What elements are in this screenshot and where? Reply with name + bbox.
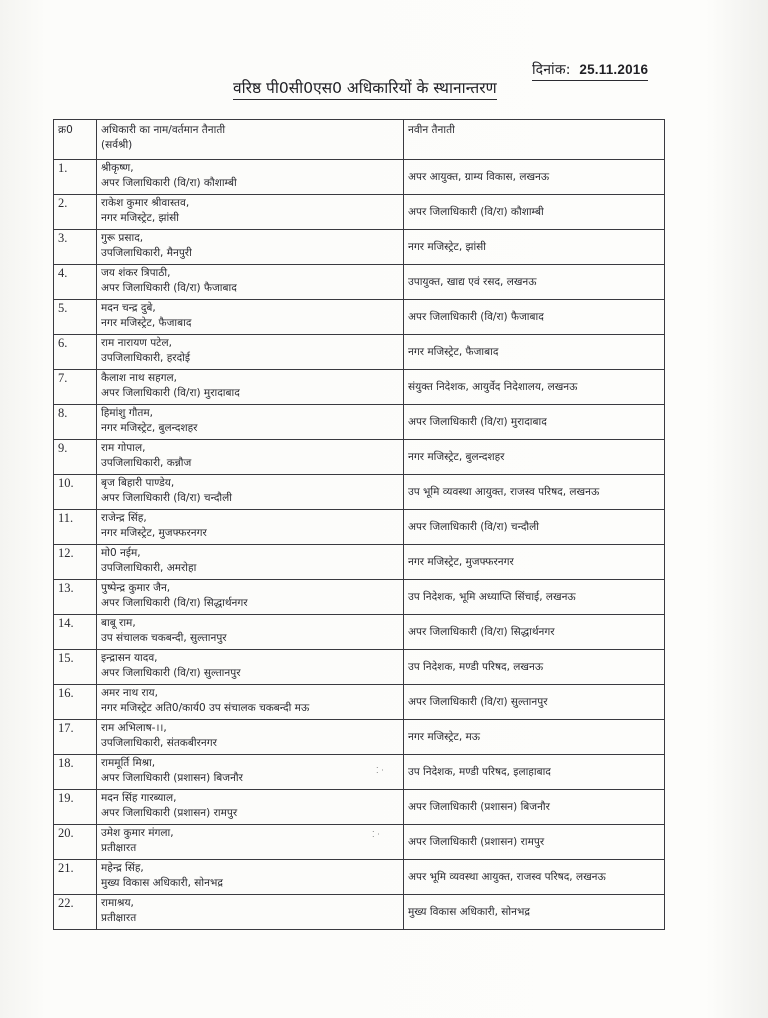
current-posting: नगर मजिस्ट्रेट अति0/कार्य0 उप संचालक चकबन्दी मऊ (101, 702, 310, 714)
serial-number: 1. (54, 160, 97, 195)
current-posting: अपर जिलाधिकारी (प्रशासन) रामपुर (101, 807, 238, 819)
current-posting: प्रतीक्षारत (101, 842, 137, 854)
serial-number: 18. (54, 755, 97, 790)
serial-number: 14. (54, 615, 97, 650)
current-posting: उपजिलाधिकारी, अमरोहा (101, 562, 197, 574)
officer-cell (97, 545, 404, 580)
current-posting: अपर जिलाधिकारी (वि/रा) मुरादाबाद (101, 387, 240, 399)
officer-cell (97, 160, 404, 195)
officer-cell (97, 265, 404, 300)
officer-name: राम अभिलाष-।।, (101, 722, 167, 734)
new-posting: नगर मजिस्ट्रेट, फैजाबाद (404, 335, 665, 370)
officer-name: राकेश कुमार श्रीवास्तव, (101, 197, 190, 209)
document-date (532, 60, 648, 81)
officer-cell (97, 440, 404, 475)
serial-number: 22. (54, 895, 97, 930)
current-posting: प्रतीक्षारत (101, 912, 137, 924)
officer-cell (97, 650, 404, 685)
current-posting: उपजिलाधिकारी, संतकबीरनगर (101, 737, 217, 749)
officer-cell (97, 860, 404, 895)
table-row (54, 370, 665, 405)
officer-name: राम नारायण पटेल, (101, 337, 172, 349)
officer-name: गुरू प्रसाद, (101, 232, 144, 244)
table-row (54, 265, 665, 300)
serial-number: 21. (54, 860, 97, 895)
serial-number: 19. (54, 790, 97, 825)
officer-name: मो0 नईम, (101, 547, 141, 559)
new-posting: उप निदेशक, मण्डी परिषद, इलाहाबाद (404, 755, 665, 790)
table-row (54, 580, 665, 615)
new-posting: संयुक्त निदेशक, आयुर्वेद निदेशालय, लखनऊ (404, 370, 665, 405)
new-posting: अपर भूमि व्यवस्था आयुक्त, राजस्व परिषद, लखनऊ (404, 860, 665, 895)
new-posting: मुख्य विकास अधिकारी, सोनभद्र (404, 895, 665, 930)
scan-speck: ⁚ · (376, 766, 384, 775)
serial-number: 5. (54, 300, 97, 335)
table-row (54, 510, 665, 545)
new-posting: अपर जिलाधिकारी (वि/रा) सुल्तानपुर (404, 685, 665, 720)
serial-number: 7. (54, 370, 97, 405)
officer-name: राम गोपाल, (101, 442, 146, 454)
new-posting: अपर जिलाधिकारी (वि/रा) चन्दौली (404, 510, 665, 545)
officer-cell (97, 685, 404, 720)
header-officer-label: अधिकारी का नाम/वर्तमान तैनाती (101, 124, 226, 136)
current-posting: अपर जिलाधिकारी (वि/रा) कौशाम्बी (101, 177, 237, 189)
officer-cell (97, 720, 404, 755)
officer-name: अमर नाथ राय, (101, 687, 158, 699)
serial-number: 15. (54, 650, 97, 685)
serial-number: 8. (54, 405, 97, 440)
serial-number: 10. (54, 475, 97, 510)
header-serial-number: क्र0 (54, 120, 97, 160)
officer-name: राममूर्ति मिश्रा, (101, 757, 156, 769)
new-posting: अपर आयुक्त, ग्राम्य विकास, लखनऊ (404, 160, 665, 195)
serial-number: 6. (54, 335, 97, 370)
table-row (54, 615, 665, 650)
header-officer-sublabel: (सर्वश्री) (101, 139, 133, 151)
officer-name: हिमांशु गौतम, (101, 407, 154, 419)
current-posting: नगर मजिस्ट्रेट, बुलन्दशहर (101, 422, 198, 434)
table-row (54, 160, 665, 195)
new-posting: उपायुक्त, खाद्य एवं रसद, लखनऊ (404, 265, 665, 300)
officer-name: मदन सिंह गारब्याल, (101, 792, 177, 804)
current-posting: नगर मजिस्ट्रेट, मुजफ्फरनगर (101, 527, 207, 539)
table-row (54, 230, 665, 265)
current-posting: मुख्य विकास अधिकारी, सोनभद्र (101, 877, 223, 889)
table-row (54, 755, 665, 790)
officer-cell (97, 615, 404, 650)
table-row (54, 895, 665, 930)
officer-name: महेन्द्र सिंह, (101, 862, 144, 874)
scan-speck: ⁚ · (372, 830, 380, 839)
new-posting: अपर जिलाधिकारी (प्रशासन) रामपुर (404, 825, 665, 860)
table-row (54, 650, 665, 685)
document-title: वरिष्ठ पी0सी0एस0 अधिकारियों के स्थानान्तरण (233, 76, 497, 100)
new-posting: अपर जिलाधिकारी (प्रशासन) बिजनौर (404, 790, 665, 825)
officer-cell (97, 370, 404, 405)
current-posting: अपर जिलाधिकारी (प्रशासन) बिजनौर (101, 772, 243, 784)
serial-number: 20. (54, 825, 97, 860)
current-posting: अपर जिलाधिकारी (वि/रा) सिद्धार्थनगर (101, 597, 248, 609)
officer-name: रामाश्रय, (101, 897, 134, 909)
officer-name: मदन चन्द्र दुबे, (101, 302, 156, 314)
table-row (54, 825, 665, 860)
date-label: दिनांक: (532, 62, 571, 78)
current-posting: उपजिलाधिकारी, हरदोई (101, 352, 191, 364)
new-posting: नगर मजिस्ट्रेट, बुलन्दशहर (404, 440, 665, 475)
table-row (54, 195, 665, 230)
current-posting: अपर जिलाधिकारी (वि/रा) चन्दौली (101, 492, 232, 504)
officer-cell (97, 475, 404, 510)
table-row (54, 300, 665, 335)
serial-number: 12. (54, 545, 97, 580)
table-row (54, 335, 665, 370)
officer-cell (97, 230, 404, 265)
serial-number: 2. (54, 195, 97, 230)
new-posting: अपर जिलाधिकारी (वि/रा) सिद्धार्थनगर (404, 615, 665, 650)
current-posting: उप संचालक चकबन्दी, सुल्तानपुर (101, 632, 227, 644)
officer-name: उमेश कुमार मंगला, (101, 827, 174, 839)
header-officer (97, 120, 404, 160)
header-new-posting: नवीन तैनाती (404, 120, 665, 160)
officer-cell (97, 335, 404, 370)
date-value: 25.11.2016 (579, 62, 649, 77)
table-row (54, 685, 665, 720)
new-posting: नगर मजिस्ट्रेट, झांसी (404, 230, 665, 265)
officer-cell (97, 405, 404, 440)
new-posting: अपर जिलाधिकारी (वि/रा) मुरादाबाद (404, 405, 665, 440)
serial-number: 3. (54, 230, 97, 265)
current-posting: अपर जिलाधिकारी (वि/रा) फैजाबाद (101, 282, 237, 294)
current-posting: नगर मजिस्ट्रेट, फैजाबाद (101, 317, 192, 329)
new-posting: उप भूमि व्यवस्था आयुक्त, राजस्व परिषद, लखनऊ (404, 475, 665, 510)
new-posting: नगर मजिस्ट्रेट, मुजफ्फरनगर (404, 545, 665, 580)
officer-cell (97, 755, 404, 790)
officer-name: बृज बिहारी पाण्डेय, (101, 477, 175, 489)
officer-name: जय शंकर त्रिपाठी, (101, 267, 171, 279)
table-row (54, 860, 665, 895)
table-row (54, 790, 665, 825)
current-posting: उपजिलाधिकारी, कन्नौज (101, 457, 192, 469)
serial-number: 13. (54, 580, 97, 615)
new-posting: उप निदेशक, भूमि अध्याप्ति सिंचाई, लखनऊ (404, 580, 665, 615)
table-row (54, 440, 665, 475)
new-posting: उप निदेशक, मण्डी परिषद, लखनऊ (404, 650, 665, 685)
officer-cell (97, 510, 404, 545)
current-posting: उपजिलाधिकारी, मैनपुरी (101, 247, 192, 259)
current-posting: अपर जिलाधिकारी (वि/रा) सुल्तानपुर (101, 667, 241, 679)
transfer-table (53, 119, 665, 930)
officer-cell (97, 825, 404, 860)
officer-cell (97, 895, 404, 930)
table-header-row (54, 120, 665, 160)
new-posting: अपर जिलाधिकारी (वि/रा) कौशाम्बी (404, 195, 665, 230)
officer-name: पुष्पेन्द्र कुमार जैन, (101, 582, 171, 594)
serial-number: 9. (54, 440, 97, 475)
table-row (54, 405, 665, 440)
officer-name: बाबू राम, (101, 617, 136, 629)
officer-name: कैलाश नाथ सहगल, (101, 372, 178, 384)
table-row (54, 545, 665, 580)
officer-cell (97, 580, 404, 615)
officer-name: इन्द्रासन यादव, (101, 652, 158, 664)
serial-number: 11. (54, 510, 97, 545)
officer-cell (97, 195, 404, 230)
serial-number: 4. (54, 265, 97, 300)
new-posting: नगर मजिस्ट्रेट, मऊ (404, 720, 665, 755)
officer-cell (97, 790, 404, 825)
officer-cell (97, 300, 404, 335)
officer-name: राजेन्द्र सिंह, (101, 512, 147, 524)
serial-number: 16. (54, 685, 97, 720)
table-row (54, 720, 665, 755)
new-posting: अपर जिलाधिकारी (वि/रा) फैजाबाद (404, 300, 665, 335)
officer-name: श्रीकृष्ण, (101, 162, 134, 174)
table-row (54, 475, 665, 510)
serial-number: 17. (54, 720, 97, 755)
current-posting: नगर मजिस्ट्रेट, झांसी (101, 212, 179, 224)
